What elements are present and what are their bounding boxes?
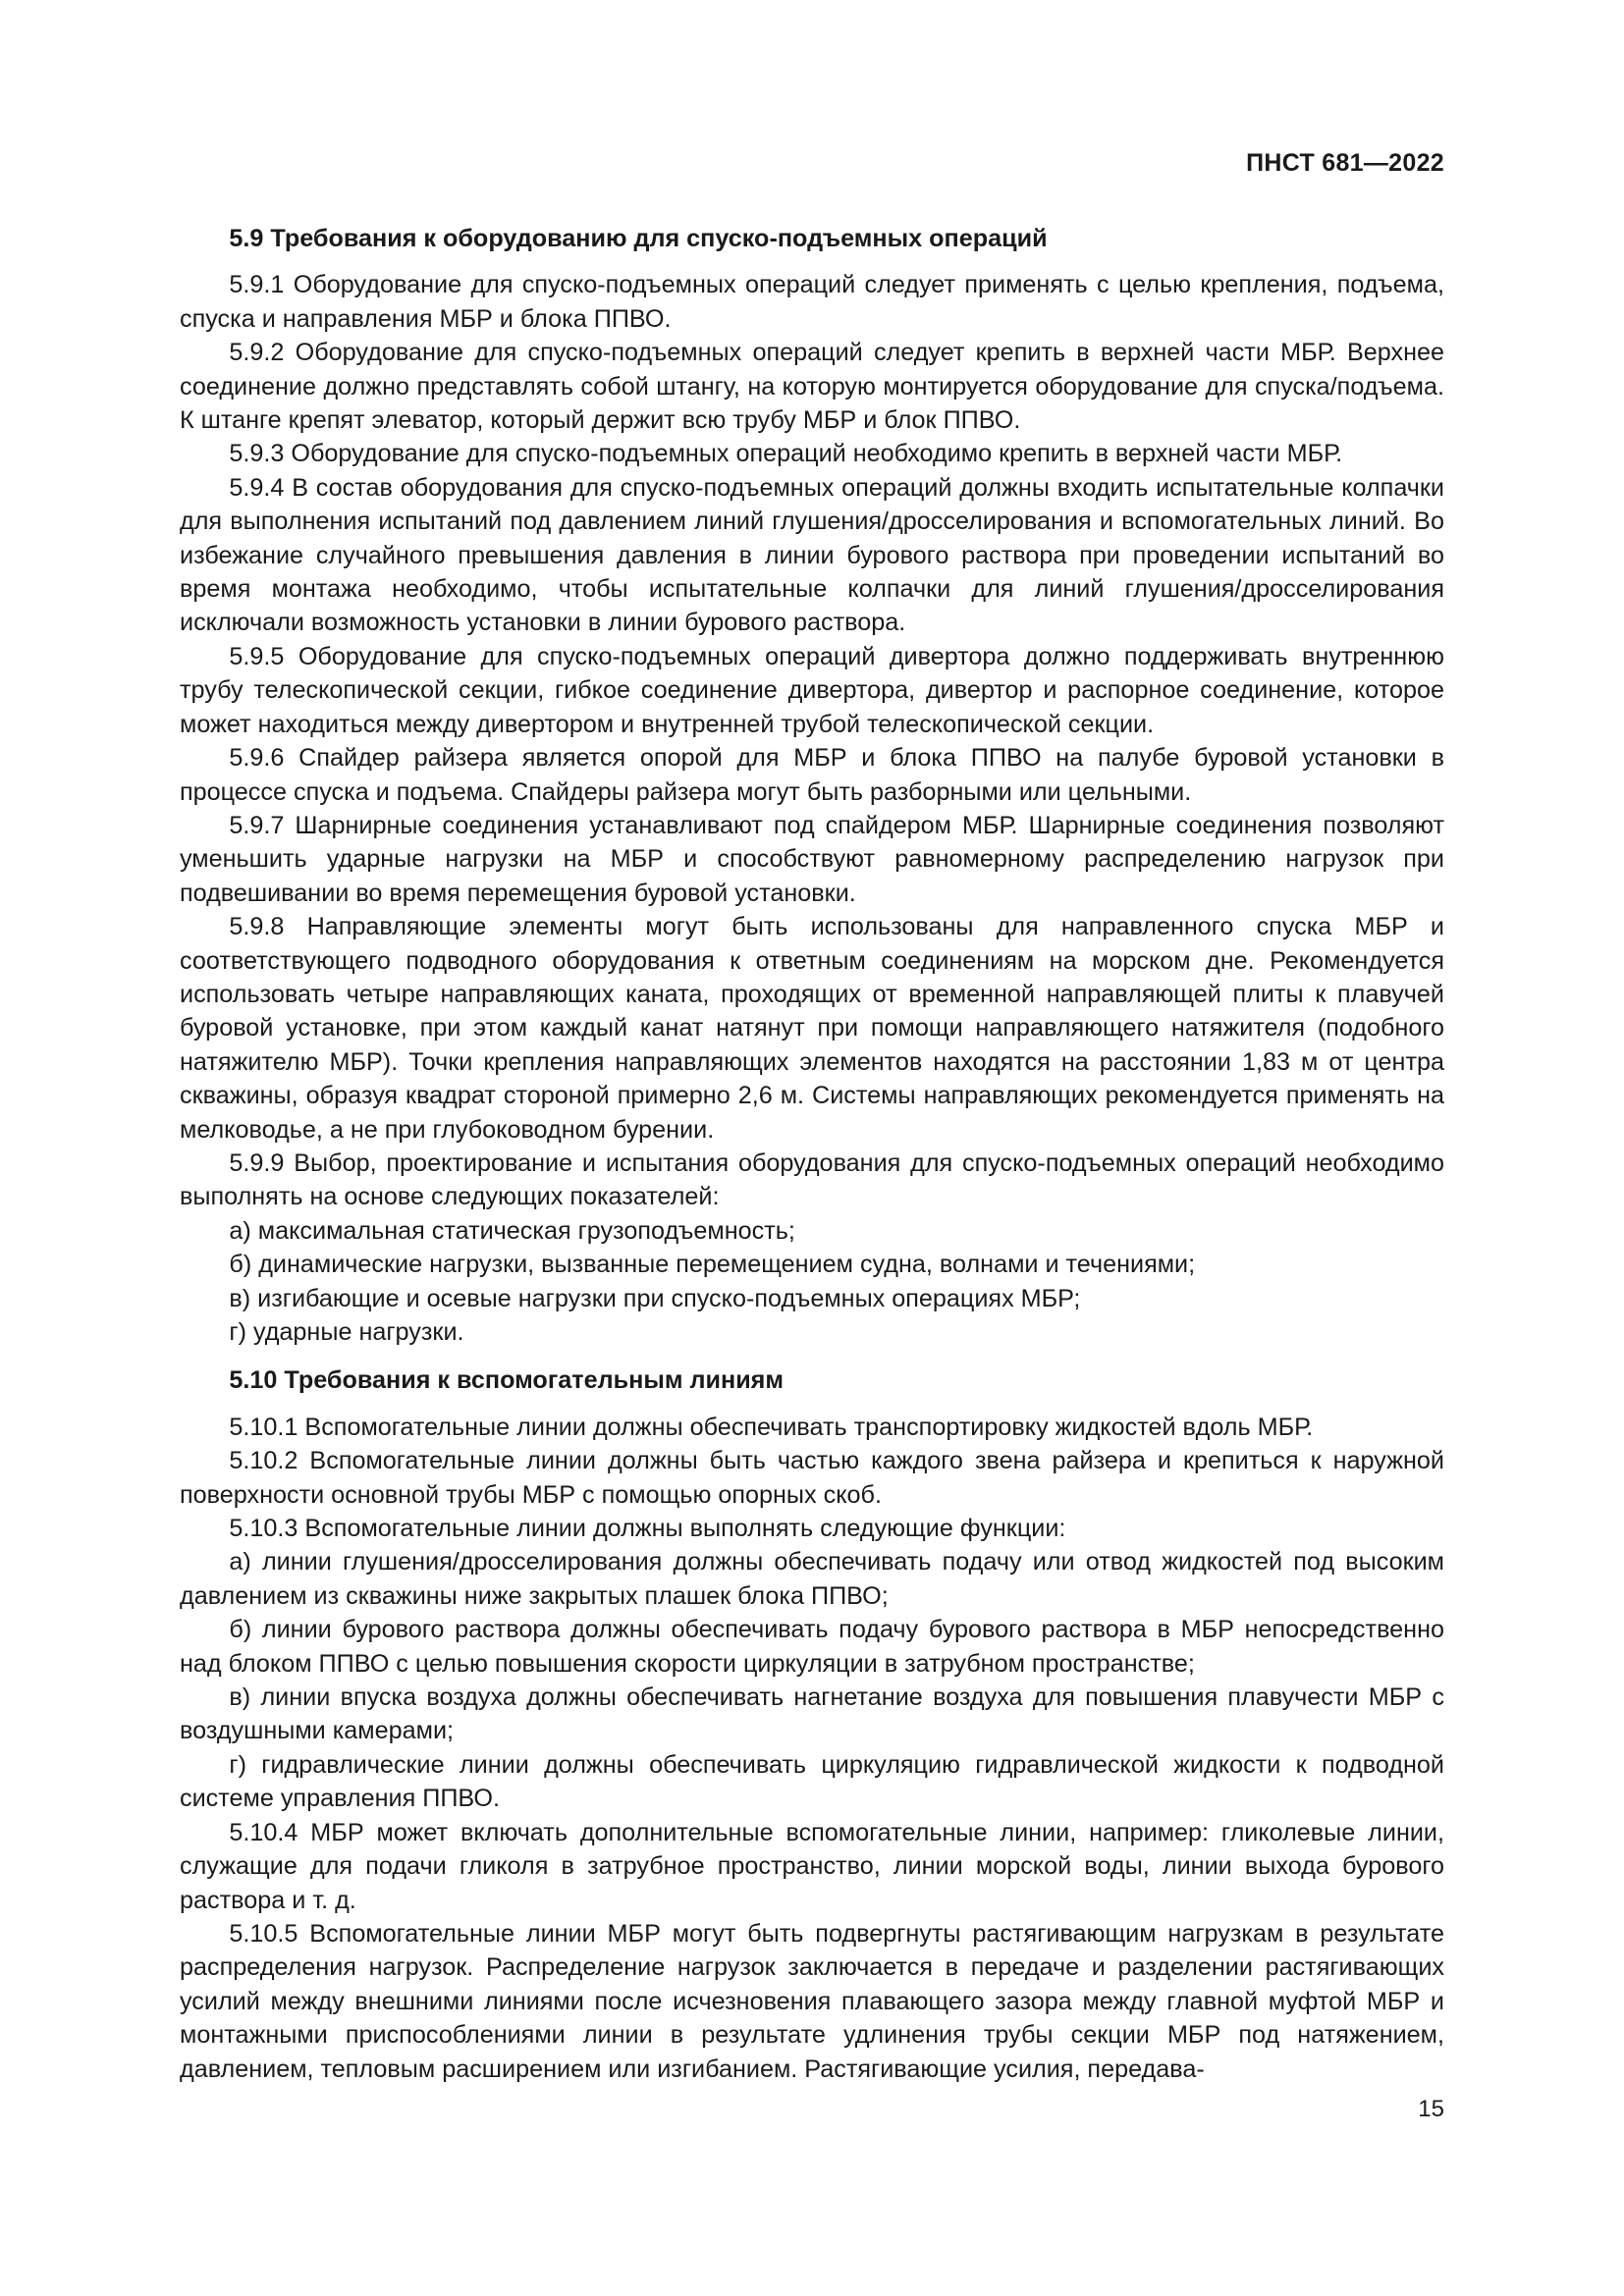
- paragraph-5-10-2: 5.10.2 Вспомогательные линии должны быть частью каждого звена райзера и крепиться к наружной поверхности основной трубы МБР с помощью опорных скоб.: [180, 1447, 1444, 1509]
- list-item-5-10-3-v: в) линии впуска воздуха должны обеспечивать нагнетание воздуха для повышения плавучести МБР с воздушными камерами;: [180, 1683, 1444, 1745]
- paragraph-5-9-5: 5.9.5 Оборудование для спуско-подъемных операций дивертора должно поддерживать внутреннюю трубу телескопической секции, гибкое соединение дивертора, дивертор и распорное соединение, которое может находиться между дивертором и внутренней трубой телескопической секции.: [180, 642, 1444, 738]
- paragraph-5-9-3: 5.9.3 Оборудование для спуско-подъемных операций необходимо крепить в верхней части МБР.: [229, 440, 1343, 468]
- paragraph-5-9-9: 5.9.9 Выбор, проектирование и испытания оборудования для спуско-подъемных операций необходимо выполнять на основе следующих показателей:: [180, 1148, 1444, 1211]
- list-item-5-9-9-v: в) изгибающие и осевые нагрузки при спуско-подъемных операциях МБР;: [229, 1284, 1081, 1312]
- paragraph-5-9-6: 5.9.6 Спайдер райзера является опорой для МБР и блока ППВО на палубе буровой установки в процессе спуска и подъема. Спайдеры райзера могут быть разборными или цельными.: [180, 744, 1444, 806]
- list-item-5-10-3-a: а) линии глушения/дросселирования должны обеспечивать подачу или отвод жидкостей под высоким давлением из скважины ниже закрытых плашек блока ППВО;: [180, 1548, 1444, 1610]
- paragraph-5-9-4: 5.9.4 В состав оборудования для спуско-подъемных операций должны входить испытательные колпачки для выполнения испытаний под давлением линий глушения/дросселирования и вспомогательных линий. Во избежание случайного превышения давления в линии бурового раствора при проведении испытаний во время монтажа необходимо, чтобы испытательные колпачки для линий глушения/дросселирования исключали возможность установки в линии бурового раствора.: [180, 473, 1444, 637]
- section-5-10-heading: 5.10 Требования к вспомогательным линиям: [229, 1366, 785, 1395]
- paragraph-5-9-1: 5.9.1 Оборудование для спуско-подъемных операций следует применять с целью крепления, подъема, спуска и направления МБР и блока ППВО.: [180, 271, 1444, 333]
- document-body: [180, 222, 1444, 2086]
- paragraph-5-9-2: 5.9.2 Оборудование для спуско-подъемных операций следует крепить в верхней части МБР. Верхнее соединение должно представлять собой штангу, на которую монтируется оборудование для спуска/подъема. К штанге крепят элеватор, который держит всю трубу МБР и блок ППВО.: [180, 339, 1444, 435]
- list-item-5-9-9-b: б) динамические нагрузки, вызванные перемещением судна, волнами и течениями;: [229, 1251, 1196, 1279]
- list-item-5-10-3-g: г) гидравлические линии должны обеспечивать циркуляцию гидравлической жидкости к подводной системе управления ППВО.: [180, 1750, 1444, 1813]
- list-item-5-9-9-g: г) ударные нагрузки.: [229, 1318, 464, 1346]
- paragraph-5-9-8: 5.9.8 Направляющие элементы могут быть использованы для направленного спуска МБР и соответствующего подводного оборудования к ответным соединениям на морском дне. Рекомендуется использовать четыре направляющих каната, проходящих от временной направляющей плиты к плавучей буровой установке, при этом каждый канат натянут при помощи направляющего натяжителя (подобного натяжителю МБР). Точки крепления направляющих элементов находятся на расстоянии 1,83 м от центра скважины, образуя квадрат стороной примерно 2,6 м. Системы направляющих рекомендуется применять на мелководье, а не при глубоководном бурении.: [180, 913, 1444, 1144]
- list-item-5-10-3-b: б) линии бурового раствора должны обеспечивать подачу бурового раствора в МБР непосредственно над блоком ППВО с целью повышения скорости циркуляции в затрубном пространстве;: [180, 1616, 1444, 1678]
- document-code: ПНСТ 681—2022: [1246, 149, 1444, 177]
- paragraph-5-10-3: 5.10.3 Вспомогательные линии должны выполнять следующие функции:: [229, 1515, 1066, 1543]
- list-item-5-9-9-a: а) максимальная статическая грузоподъемность;: [229, 1216, 795, 1245]
- page-number: 15: [1418, 2096, 1444, 2122]
- paragraph-5-9-7: 5.9.7 Шарнирные соединения устанавливают под спайдером МБР. Шарнирные соединения позволяют уменьшить ударные нагрузки на МБР и способствуют равномерному распределению нагрузок при подвешивании во время перемещения буровой установки.: [180, 811, 1444, 907]
- section-5-9-heading: 5.9 Требования к оборудованию для спуско-подъемных операций: [229, 225, 1048, 252]
- paragraph-5-10-4: 5.10.4 МБР может включать дополнительные вспомогательные линии, например: гликолевые линии, служащие для подачи гликоля в затрубное пространство, линии морской воды, линии выхода бурового раствора и т. д.: [180, 1818, 1444, 1914]
- paragraph-5-10-1: 5.10.1 Вспомогательные линии должны обеспечивать транспортировку жидкостей вдоль МБР.: [229, 1413, 1314, 1441]
- paragraph-5-10-5: 5.10.5 Вспомогательные линии МБР могут быть подвергнуты растягивающим нагрузкам в результате распределения нагрузок. Распределение нагрузок заключается в передаче и разделении растягивающих усилий между внешними линиями после исчезновения плавающего зазора между главной муфтой МБР и монтажными приспособлениями линии в результате удлинения трубы секции МБР под натяжением, давлением, тепловым расширением или изгибанием. Растягивающие усилия, передава-: [180, 1919, 1444, 2083]
